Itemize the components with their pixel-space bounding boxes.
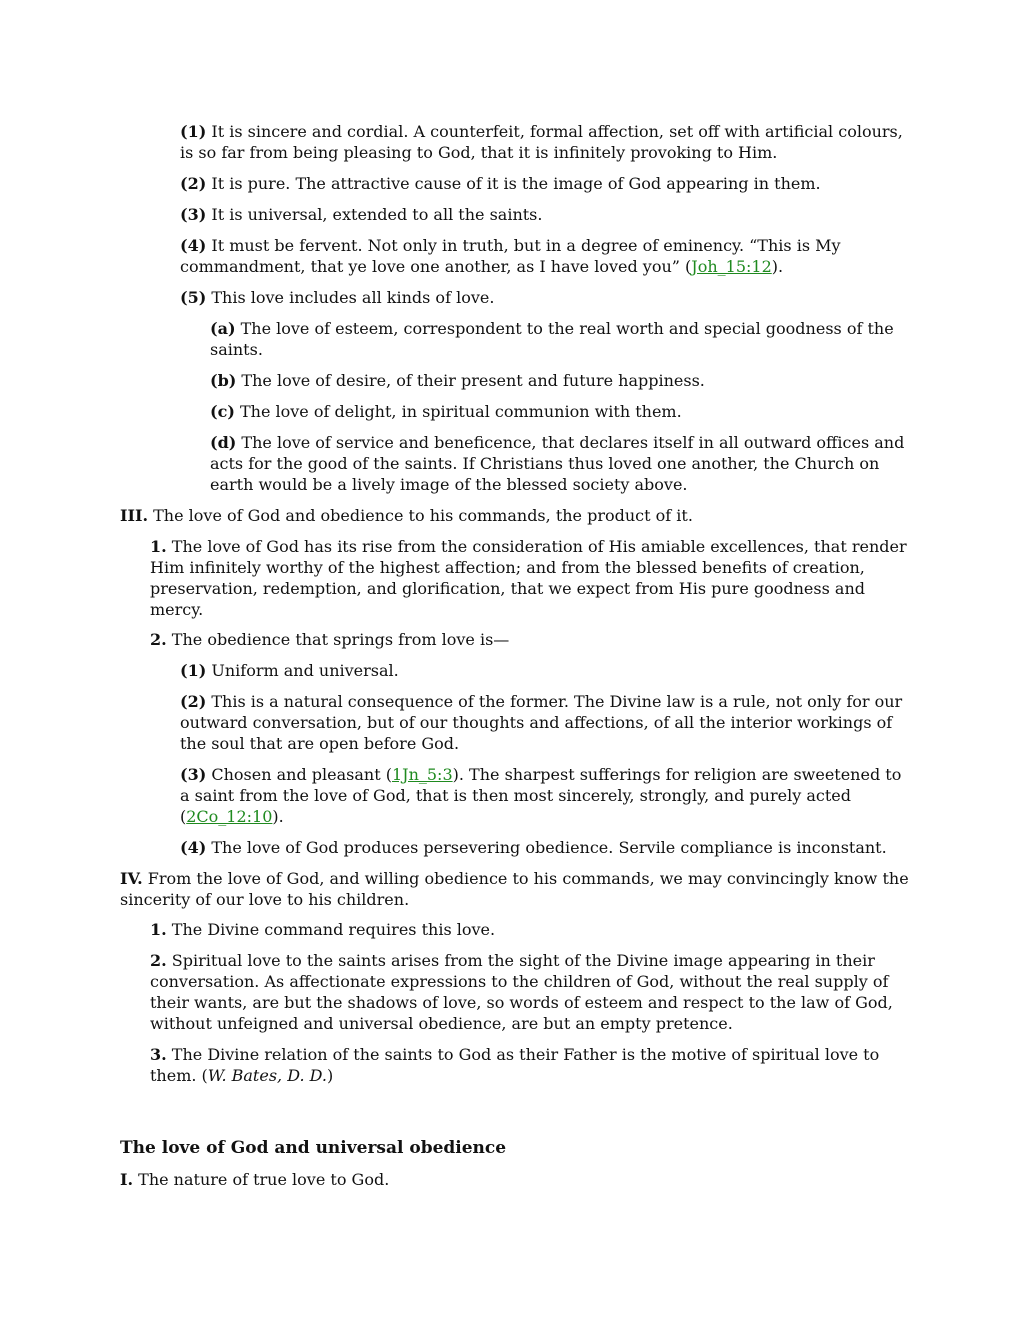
item-number: IV. — [120, 869, 143, 888]
paragraph — [180, 287, 910, 308]
paragraph-text: ) — [326, 1066, 334, 1085]
paragraph-text: Spiritual love to the saints arises from the sight of the Divine image appearing in their conversation. As affectionate expressions to the children of God, without the real supply of their wants, are but the shadows of love, so words of esteem and respect to the law of God, without unfeigned and universal obedience, are but an empty pretence. — [150, 951, 893, 1033]
paragraph-text: The love of God has its rise from the consideration of His amiable excellences, that render Him infinitely worthy of the highest affection; and from the blessed benefits of creation, preservation, redemption, and glorification, that we expect from His pure goodness and mercy. — [150, 537, 907, 619]
paragraph-text: Chosen and pleasant ( — [206, 765, 392, 784]
item-number: (1) — [180, 661, 207, 680]
paragraph — [120, 1169, 910, 1190]
paragraph — [180, 235, 910, 277]
item-number: (5) — [180, 288, 207, 307]
item-number: (c) — [210, 402, 235, 421]
item-number: 1. — [150, 537, 167, 556]
paragraph-text: This is a natural consequence of the former. The Divine law is a rule, not only for our outward conversation, but of our thoughts and affections, of all the interior workings of the soul that are open before God. — [180, 692, 903, 753]
scripture-link[interactable]: 2Co_12:10 — [186, 807, 273, 826]
paragraph-text: It is pure. The attractive cause of it is the image of God appearing in them. — [206, 174, 821, 193]
paragraph-text: The love of God produces persevering obedience. Servile compliance is inconstant. — [206, 838, 887, 857]
paragraph-text: The Divine relation of the saints to God as their Father is the motive of spiritual love to them. ( — [150, 1045, 880, 1085]
section-heading: The love of God and universal obedience — [120, 1138, 507, 1158]
item-number: 3. — [150, 1045, 167, 1064]
paragraph-text: From the love of God, and willing obedience to his commands, we may convincingly know the sincerity of our love to his children. — [120, 869, 909, 909]
paragraph-text: The love of service and beneficence, that declares itself in all outward offices and acts for the good of the saints. If Christians thus loved one another, the Church on earth would be a lively image of the blessed society above. — [210, 433, 905, 494]
paragraph-text: ). — [272, 807, 284, 826]
paragraph-text: The nature of true love to God. — [133, 1170, 390, 1189]
paragraph-text: ). — [771, 257, 784, 276]
paragraph — [210, 432, 910, 495]
paragraph — [120, 505, 910, 526]
item-number: III. — [120, 506, 149, 525]
item-number: 1. — [150, 920, 167, 939]
paragraph-text: The love of desire, of their present and future happiness. — [236, 371, 705, 390]
paragraph — [180, 660, 910, 681]
item-number: (1) — [180, 122, 207, 141]
item-number: (4) — [180, 236, 207, 255]
paragraph — [180, 204, 910, 225]
paragraph — [180, 764, 910, 827]
paragraph — [180, 121, 910, 163]
paragraph-text: The obedience that springs from love is— — [166, 630, 510, 649]
item-number: (3) — [180, 765, 207, 784]
item-number: (d) — [210, 433, 237, 452]
paragraph-text: It is sincere and cordial. A counterfeit, formal affection, set off with artificial colours, is so far from being pleasing to God, that it is infinitely provoking to Him. — [180, 122, 903, 162]
paragraph-text: The love of esteem, correspondent to the real worth and special goodness of the saints. — [210, 319, 894, 359]
paragraph-text: It must be fervent. Not only in truth, but in a degree of eminency. “This is My commandment, that ye love one another, as I have loved you” ( — [180, 236, 841, 276]
paragraph — [180, 173, 910, 194]
paragraph-text: The love of delight, in spiritual communion with them. — [234, 402, 682, 421]
item-number: (3) — [180, 205, 207, 224]
item-number: (b) — [210, 371, 237, 390]
paragraph-text: The Divine command requires this love. — [166, 920, 496, 939]
item-number: (2) — [180, 692, 207, 711]
scripture-link[interactable]: 1Jn_5:3 — [391, 765, 453, 784]
paragraph-text: Uniform and universal. — [206, 661, 399, 680]
paragraph — [180, 837, 910, 858]
paragraph — [150, 1044, 910, 1086]
item-number: (2) — [180, 174, 207, 193]
paragraph-text: This love includes all kinds of love. — [206, 288, 495, 307]
item-number: (4) — [180, 838, 207, 857]
item-number: I. — [120, 1170, 134, 1189]
item-number: 2. — [150, 951, 167, 970]
item-number: (a) — [210, 319, 236, 338]
paragraph — [150, 919, 910, 940]
paragraph — [180, 691, 910, 754]
paragraph — [210, 401, 910, 422]
paragraph — [150, 536, 910, 620]
paragraph-text: The love of God and obedience to his commands, the product of it. — [148, 506, 693, 525]
paragraph — [210, 370, 910, 391]
paragraph — [210, 318, 910, 360]
paragraph — [120, 868, 910, 910]
author-citation: W. Bates, D. D. — [207, 1066, 327, 1085]
paragraph-text: ). The sharpest sufferings for religion are sweetened to a saint from the love of God, that is then most sincerely, strongly, and purely acted ( — [180, 765, 902, 826]
scripture-link[interactable]: Joh_15:12 — [691, 257, 772, 276]
paragraph — [150, 950, 910, 1034]
paragraph — [150, 629, 910, 650]
paragraph-text: It is universal, extended to all the saints. — [206, 205, 543, 224]
item-number: 2. — [150, 630, 167, 649]
